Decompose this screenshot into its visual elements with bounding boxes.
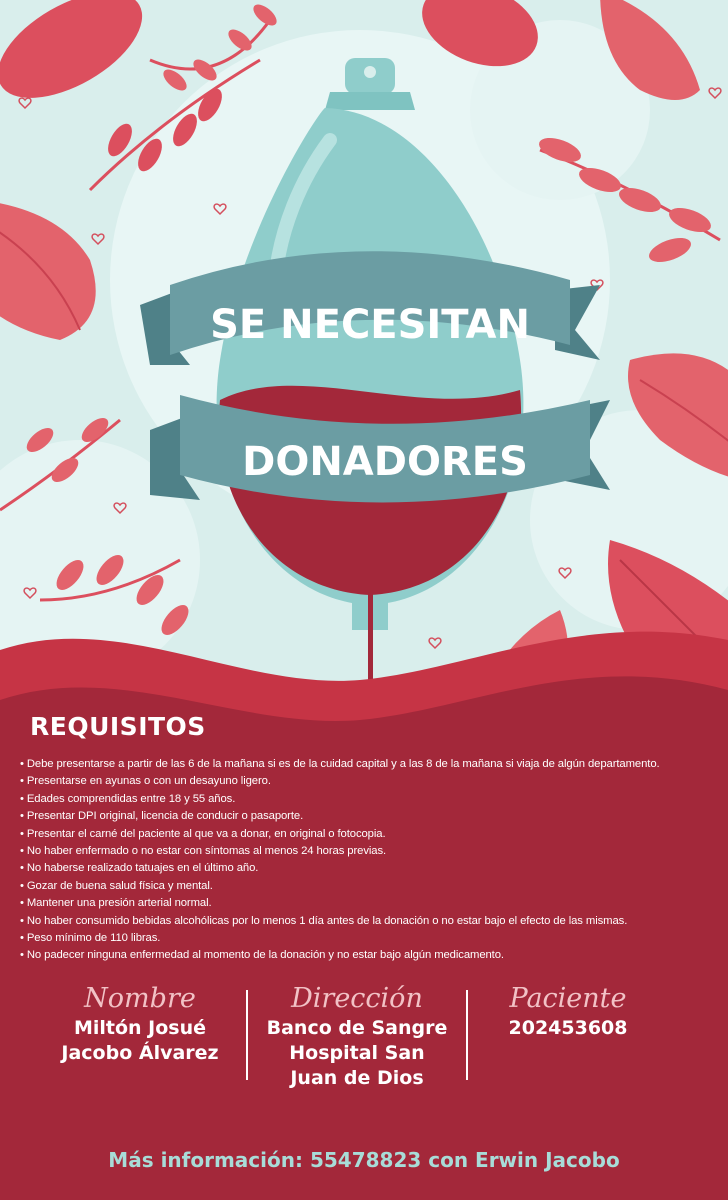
address-line-3: Juan de Dios [290,1067,424,1089]
donor-name-block [40,982,240,1066]
requirements-list [20,756,720,965]
requirement-item: • No haberse realizado tatuajes en el último año. [20,860,720,877]
requirements-title: REQUISITOS [30,712,206,741]
patient-block [478,982,658,1041]
address-block [252,982,462,1091]
name-line-1: Miltón Josué [73,1017,207,1039]
name-label: Nombre [84,983,196,1014]
requirement-item: • Edades comprendidas entre 18 y 55 años. [20,791,720,808]
column-divider [466,990,468,1080]
requirement-item: • Gozar de buena salud física y mental. [20,878,720,895]
requirement-item: • Debe presentarse a partir de las 6 de la mañana si es de la cuidad capital y a las 8 de la mañana si viaja de algún departamento. [20,756,720,773]
banner-line-2: DONADORES [242,439,528,485]
requirement-item: • Peso mínimo de 110 libras. [20,930,720,947]
requirement-item: • Mantener una presión arterial normal. [20,895,720,912]
requirement-item: • No haber enfermado o no estar con síntomas al menos 24 horas previas. [20,843,720,860]
name-line-2: Jacobo Álvarez [61,1042,219,1064]
patient-number: 202453608 [508,1017,628,1039]
column-divider [246,990,248,1080]
requirement-item: • Presentar DPI original, licencia de conducir o pasaporte. [20,808,720,825]
address-line-1: Banco de Sangre [266,1017,448,1039]
address-label: Dirección [291,983,423,1014]
requirement-item: • Presentar el carné del paciente al que va a donar, en original o fotocopia. [20,826,720,843]
requirement-item: • No padecer ninguna enfermedad al momento de la donación y no estar bajo algún medicamento. [20,947,720,964]
address-line-2: Hospital San [289,1042,425,1064]
requirement-item: • Presentarse en ayunas o con un desayuno ligero. [20,773,720,790]
banner-line-1: SE NECESITAN [210,302,530,348]
requirement-item: • No haber consumido bebidas alcohólicas por lo menos 1 día antes de la donación o no estar bajo el efecto de las mismas. [20,913,720,930]
contact-info: Más información: 55478823 con Erwin Jacobo [108,1148,620,1172]
patient-label: Paciente [509,983,627,1014]
